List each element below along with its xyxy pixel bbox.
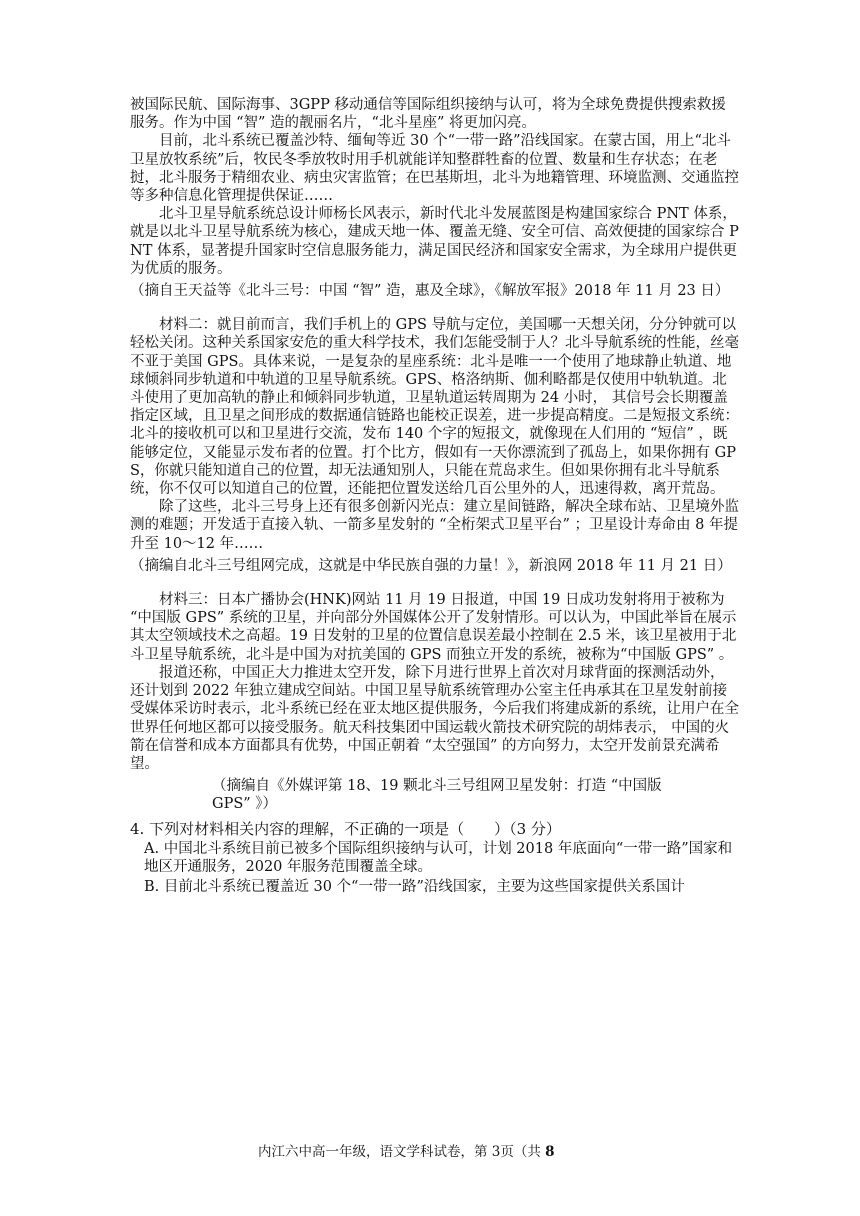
option-a-letter: A. xyxy=(144,840,160,857)
option-a[interactable] xyxy=(130,840,740,876)
material-three-paragraph-1: 材料三：日本广播协会(HNK)网站 11 月 19 日报道，中国 19 日成功发射将用于被称为 “中国版 GPS” 系统的卫星，并向部分外国媒体公开了发射情形。可以认为，中国此举旨在展示其太空领域技术之高超。19 日发射的卫星的位置信息误差最小控制在 2.5 米，该卫星被用于北斗卫星导航系统，北斗是中国为对抗美国的 GPS 而独立开发的系统，被称为“中国版 GPS” 。 xyxy=(130,592,737,663)
footer-total-pages: 8 xyxy=(545,1144,555,1160)
option-b[interactable] xyxy=(130,878,740,896)
footer-text: 内江六中高一年级，语文学科试卷，第 3页（共 xyxy=(258,1144,546,1160)
source-citation-3 xyxy=(130,777,740,813)
source-citation-3-line-1: （摘编自《外媒评第 18、19 颗北斗三号组网卫星发射：打造 “中国版 xyxy=(212,778,662,795)
option-b-letter: B. xyxy=(144,879,160,896)
document-body xyxy=(130,96,740,896)
source-citation-2: （摘编自北斗三号组网完成，这就是中华民族自强的力量！》，新浪网 2018 年 11 月 21 日） xyxy=(130,557,732,574)
source-citation-1: （摘自王天益等《北斗三号：中国 “智” 造，惠及全球》，《解放军报》2018 年 11 月 23 日） xyxy=(130,283,730,300)
question-4-stem: 4. 下列对材料相关内容的理解，不正确的一项是（ ）（3 分） xyxy=(130,819,561,838)
material-three-paragraph-2: 报道还称，中国正大力推进太空开发，除下月进行世界上首次对月球背面的探测活动外， 还计划到 2022 年独立建成空间站。中国卫星导航系统管理办公室主任冉承其在卫星发射前接受媒体采访时表示，北斗系统已经在亚太地区提供服务，今后我们将建成新的系统，让用户在全世界任何地区都可以接受服务。航天科技集团中国运载火箭技术研究院的胡炜表示， 中国的火箭在信誉和成本方面都具有优势，中国正朝着 “太空强国” 的方向努力，太空开发前景充满希望。 xyxy=(130,664,739,772)
source-citation-3-line-2: GPS” 》） xyxy=(212,796,278,813)
material-two-paragraph-2: 除了这些，北斗三号身上还有很多创新闪光点：建立星间链路，解决全球布站、卫星境外监测的难题；开发适于直接入轨、一箭多星发射的 “全桁架式卫星平台” ；卫星设计寿命由 8 年提升至 10～12 年…… xyxy=(130,499,739,552)
paragraph-pnt-system: 北斗卫星导航系统总设计师杨长风表示，新时代北斗发展蓝图是构建国家综合 PNT 体系，就是以北斗卫星导航系统为核心，建成天地一体、覆盖无缝、安全可信、高效便捷的国家综合 PNT 体系，显著提升国家时空信息服务能力，满足国民经济和国家安全需求，为全球用户提供更为优质的服务。 xyxy=(130,206,739,277)
option-a-text: 中国北斗系统目前已被多个国际组织接纳与认可，计划 2018 年底面向“一带一路”国家和地区开通服务，2020 年服务范围覆盖全球。 xyxy=(144,840,733,875)
option-b-text: 目前北斗系统已覆盖近 30 个“一带一路”沿线国家，主要为这些国家提供关系国计 xyxy=(163,879,685,896)
paragraph-continuation: 被国际民航、国际海事、3GPP 移动通信等国际组织接纳与认可，将为全球免费提供搜索救援服务。作为中国 “智” 造的靓丽名片，“北斗星座” 将更加闪亮。 xyxy=(130,97,726,132)
page-footer xyxy=(258,1140,555,1160)
paragraph-beidou-coverage: 目前，北斗系统已覆盖沙特、缅甸等近 30 个“一带一路”沿线国家。在蒙古国，用上“北斗卫星放牧系统”后，牧民冬季放牧时用手机就能详知整群牲畜的位置、数量和生存状态；在老挝，北斗服务于精细农业、病虫灾害监管；在巴基斯坦，北斗为地籍管理、环境监测、交通监控等多种信息化管理提供保证…… xyxy=(130,133,739,205)
material-two-paragraph-1: 材料二：就目前而言，我们手机上的 GPS 导航与定位，美国哪一天想关闭，分分钟就可以轻松关闭。这种关系国家安危的重大科学技术，我们怎能受制于人？北斗导航系统的性能，丝毫不亚于美国 GPS。具体来说，一是复杂的星座系统：北斗是唯一一个使用了地球静止轨道、地球倾斜同步轨道和中轨道的卫星导航系统。GPS、格洛纳斯、伽利略都是仅使用中轨轨道。北斗使用了更加高轨的静止和倾斜同步轨道，卫星轨道运转周期为 24 小时， 其信号会长期覆盖指定区域，且卫星之间形成的数据通信链路也能校正误差，进一步提高精度。二是短报文系统：北斗的接收机可以和卫星进行交流，发布 140 个字的短报文，就像现在人们用的 “短信” ，既能够定位，又能显示发布者的位置。打个比方，假如有一天你漂流到了孤岛上，如果你拥有 GPS，你就只能知道自己的位置，却无法通知别人，只能在荒岛求生。但如果你拥有北斗导航系统，你不仅可以知道自己的位置，还能把位置发送给几百公里外的人，迅速得救，离开荒岛。 xyxy=(130,317,739,498)
